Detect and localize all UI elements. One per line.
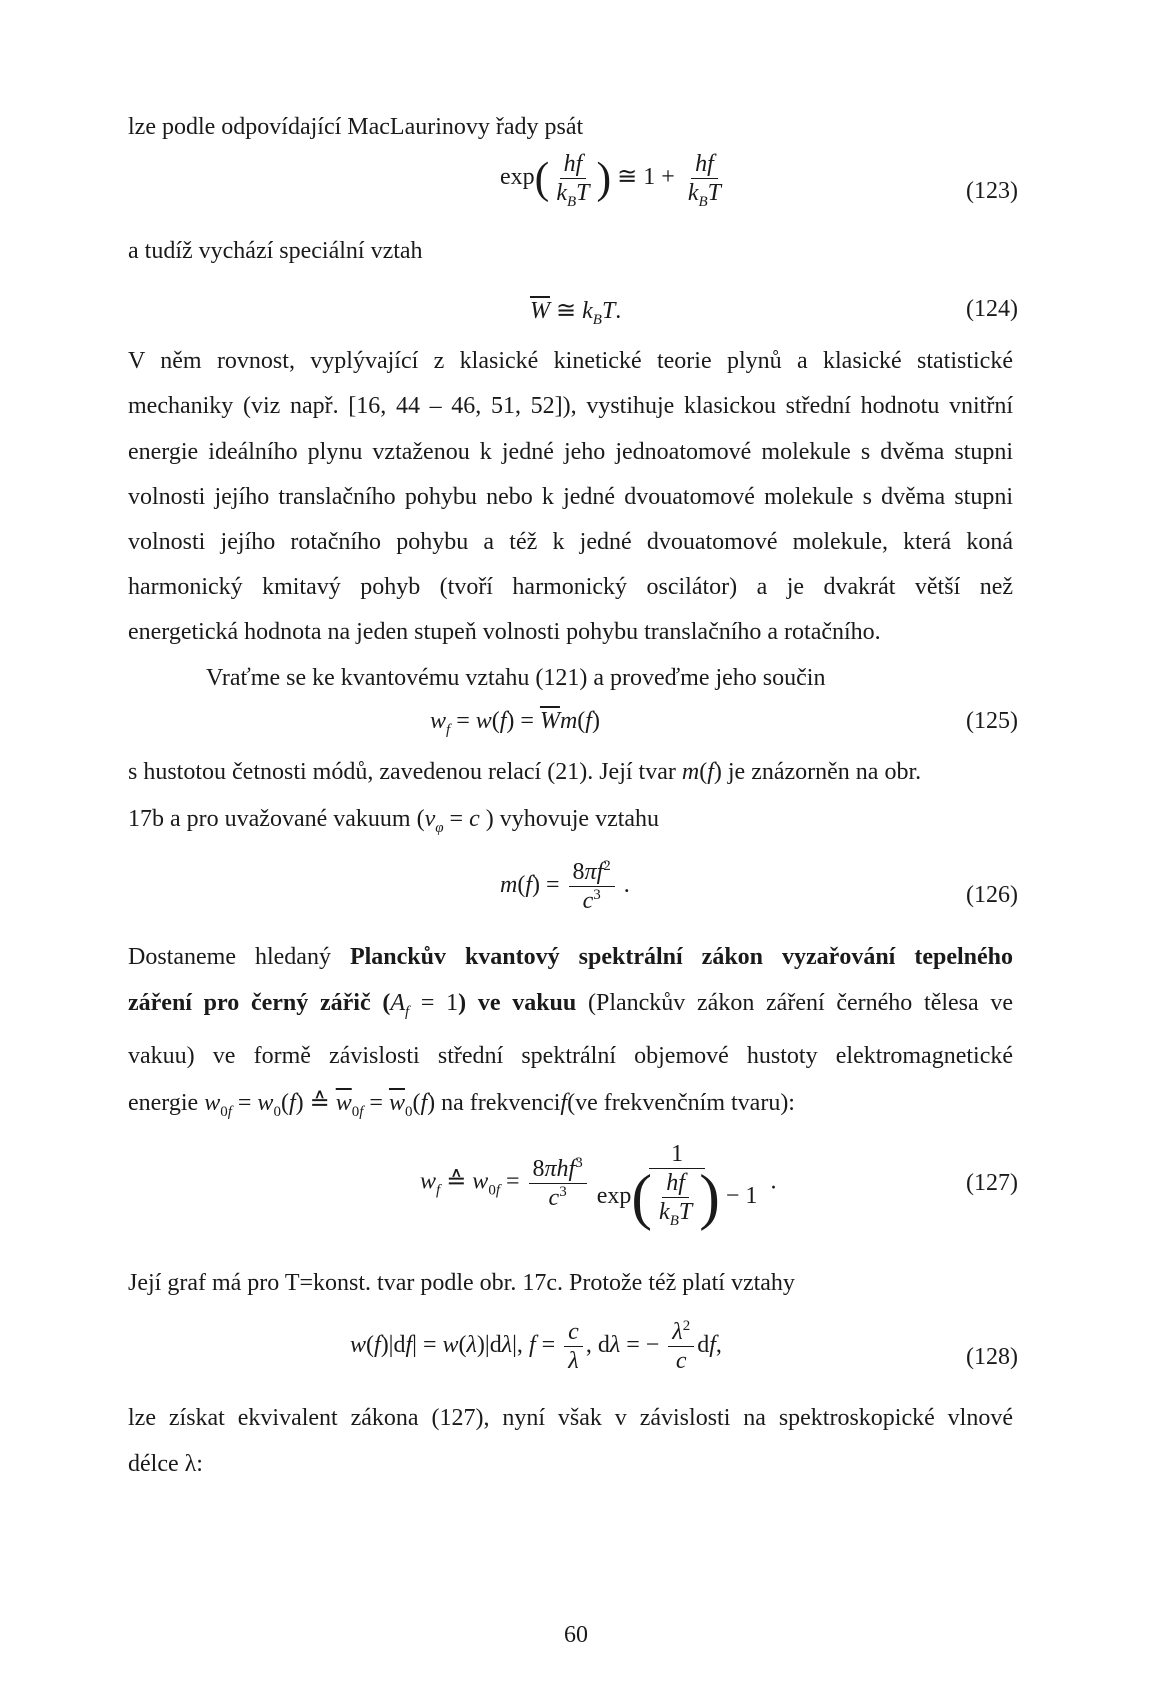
equation-126: m(f) = $\frac{8\pi f^2}{c^3}$ . (500, 858, 630, 914)
text-line: energie $w_{0f} = w_0(f)$ ≙ $\overline{w}_{0f} = \overline{w}_0(f)$ na frekvencif(ve frekvenčním tvaru): (128, 1090, 795, 1120)
equation-125: $w_f = w(f) = \overline{W}m(f)$ (430, 708, 600, 738)
text-segment: energie (128, 1090, 199, 1116)
paragraph-line: mechaniky (viz např. [16, 44 – 46, 51, 52]), vystihuje klasickou střední hodnotu vnitřní (128, 393, 1013, 419)
text-line: a tudíž vychází speciální vztah (128, 238, 423, 264)
text-line: délce λ: (128, 1451, 203, 1477)
equation-number-124: (124) (966, 296, 1018, 322)
equation-127: $w_f$ ≙ $w_{0f}$ = $\frac{8\pi hf^3}{c^3}$ 1 exp( $\frac{hf}{k_BT}$ ) − 1 . (420, 1141, 777, 1232)
page-number: 60 (564, 1622, 588, 1648)
bold-term: ) ve vakuu (458, 990, 577, 1016)
text-line: Její graf má pro T=konst. tvar podle obr. 17c. Protože též platí vztahy (128, 1270, 795, 1296)
paragraph-line: energie ideálního plynu vztaženou k jedné jeho jednoatomové molekule s dvěma stupni (128, 439, 1013, 465)
bold-term: záření pro černý zářič ( (128, 990, 391, 1016)
text-segment: Dostaneme hledaný (128, 944, 331, 970)
equation-number-128: (128) (966, 1344, 1018, 1370)
equation-number-125: (125) (966, 708, 1018, 734)
text-segment: (ve frekvenčním tvaru): (567, 1090, 795, 1116)
text-segment: s hustotou četnosti módů, zavedenou relací (21). Její tvar (128, 759, 676, 785)
equation-number-127: (127) (966, 1170, 1018, 1196)
equation-124: $\overline{W}$ ≅ $k_BT$. (530, 298, 622, 328)
text-line: 17b a pro uvažované vakuum ($v_\varphi = c$ ) vyhovuje vztahu (128, 806, 660, 836)
paragraph-line: volnosti jejího rotačního pohybu a též k jedné dvouatomové molekule, která koná (128, 529, 1013, 555)
paragraph-line: volnosti jejího translačního pohybu nebo k jedné dvouatomové molekule s dvěma stupni (128, 484, 1013, 510)
equation-number-126: (126) (966, 882, 1018, 908)
text-line: záření pro černý zářič $(A_f = 1)$ ve vakuu (Planckův zákon záření černého tělesa ve (128, 990, 1014, 1020)
equation-128: w(f)|df| = w(λ)|dλ|, f = $\frac{c}{\lambda}$ , dλ = − $\frac{\lambda^2}{c}$ df, (350, 1318, 722, 1374)
text-line: lze získat ekvivalent zákona (127), nyní však v závislosti na spektroskopické vlnové (128, 1405, 1013, 1431)
text-segment: je znázorněn na obr. (727, 759, 922, 785)
intro-line: lze podle odpovídající MacLaurinovy řady psát (128, 114, 584, 140)
text-line (128, 942, 1013, 972)
text-segment: ) vyhovuje vztahu (485, 806, 660, 832)
text-line: vakuu) ve formě závislosti střední spektrální objemové hustoty elektromagnetické (128, 1043, 1013, 1069)
paragraph-line: Vraťme se ke kvantovému vztahu (121) a proveďme jeho součin (206, 665, 826, 691)
equation-number-123: (123) (966, 178, 1018, 204)
text-segment: 17b a pro uvažované vakuum ( (128, 806, 425, 832)
paragraph-line: V něm rovnost, vyplývající z klasické kinetické teorie plynů a klasické statistické (128, 348, 1013, 374)
paragraph-line: energetická hodnota na jeden stupeň volnosti pohybu translačního a rotačního. (128, 619, 881, 645)
paragraph-line: harmonický kmitavý pohyb (tvoří harmonický oscilátor) a je dvakrát větší než (128, 574, 1013, 600)
text-segment: (Planckův zákon záření černého tělesa ve (587, 990, 1014, 1016)
text-segment: na frekvenci (441, 1090, 561, 1116)
text-line: s hustotou četnosti módů, zavedenou relací (21). Její tvar m(f) je znázorněn na obr. (128, 759, 922, 785)
bold-term: Planckův kvantový spektrální zákon vyzařování tepelného (349, 944, 1013, 970)
equation-123: exp( $\frac{hf}{k_BT}$ ) ≅ 1 + $\frac{hf}{k_BT}$ (500, 151, 721, 210)
